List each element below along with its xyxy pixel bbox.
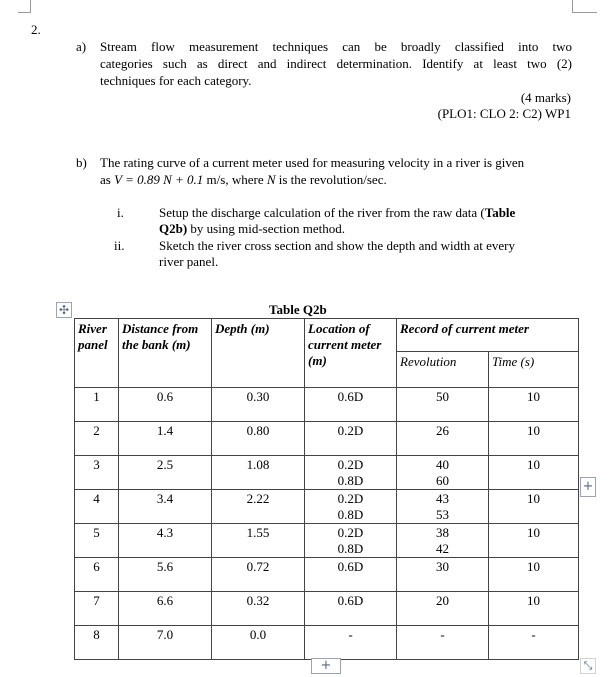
cell-location [305, 456, 397, 490]
cell-depth: 0.32 [212, 592, 305, 626]
cell-location [305, 558, 397, 592]
part-a-marks: (4 marks) [520, 90, 571, 105]
part-a-outcome: (PLO1: CLO 2: C2) WP1 [437, 106, 571, 121]
cell-panel: 6 [75, 558, 119, 592]
table-header-row [75, 319, 579, 352]
cell-location [305, 490, 397, 524]
cell-revolution [397, 592, 489, 626]
header-depth: Depth (m) [212, 319, 305, 388]
table-row [75, 490, 579, 524]
cell-location [305, 626, 397, 660]
subitem-ii-line-1: Sketch the river cross section and show the depth and width at every [159, 238, 515, 253]
location-value: 0.8D [337, 507, 364, 522]
subitem-i-line-1 [159, 205, 515, 221]
cell-distance: 7.0 [119, 626, 212, 660]
table-row [75, 626, 579, 660]
part-b-label: b) [76, 155, 87, 170]
cell-depth: 0.80 [212, 422, 305, 456]
header-river-panel: River panel [75, 319, 119, 388]
location-value: 0.8D [337, 541, 364, 556]
header-distance: Distance from the bank (m) [119, 319, 212, 388]
cell-revolution [397, 558, 489, 592]
revolution-value: 30 [436, 559, 449, 574]
subitem-i-text-2: by using mid-section method. [187, 221, 345, 236]
subitem-ii-line-2: river panel. [159, 254, 219, 269]
cell-depth: 1.08 [212, 456, 305, 490]
add-row-plus-icon[interactable]: + [311, 658, 341, 674]
cell-time: 10 [489, 592, 579, 626]
cell-time: 10 [489, 490, 579, 524]
revolution-value: - [440, 627, 445, 642]
table-row [75, 388, 579, 422]
location-value: 0.2D [337, 491, 364, 506]
location-value: 0.2D [337, 525, 364, 540]
location-value: 0.2D [337, 457, 364, 472]
header-revolution: Revolution [397, 352, 489, 388]
cell-time: 10 [489, 524, 579, 558]
revolution-value: 42 [436, 541, 449, 556]
revolution-value: 20 [436, 593, 449, 608]
cell-distance: 3.4 [119, 490, 212, 524]
subitem-i-number: i. [117, 205, 124, 220]
cell-depth: 0.30 [212, 388, 305, 422]
table-row [75, 558, 579, 592]
cell-depth: 0.72 [212, 558, 305, 592]
equation-mid: = 0.89 [121, 172, 164, 187]
cell-revolution [397, 524, 489, 558]
revolution-value: 50 [436, 389, 449, 404]
table-row [75, 524, 579, 558]
revolution-value: 38 [436, 525, 449, 540]
table-caption: Table Q2b [269, 302, 327, 317]
table-row [75, 456, 579, 490]
cell-panel: 5 [75, 524, 119, 558]
location-value: 0.6D [337, 389, 364, 404]
table-row [75, 592, 579, 626]
cell-distance: 0.6 [119, 388, 212, 422]
subitem-i-bold-2: Q2b) [159, 221, 188, 236]
part-a-line-2: categories such as direct and indirect determination. Identify at least two (2) [100, 56, 572, 71]
revolution-value: 43 [436, 491, 449, 506]
cell-panel: 3 [75, 456, 119, 490]
location-value: 0.6D [337, 559, 364, 574]
revolution-value: 60 [436, 473, 449, 488]
crop-mark-top-right [572, 0, 597, 13]
part-a-label: a) [76, 39, 87, 54]
subitem-i-text: Setup the discharge calculation of the river from the raw data ( [159, 205, 485, 220]
revolution-value: 53 [436, 507, 449, 522]
part-b-line-2-post: m/s, where [203, 172, 267, 187]
cell-distance: 5.6 [119, 558, 212, 592]
data-table [74, 318, 579, 660]
revolution-value: 40 [436, 457, 449, 472]
cell-revolution [397, 490, 489, 524]
cell-distance: 1.4 [119, 422, 212, 456]
cell-distance: 4.3 [119, 524, 212, 558]
cell-location [305, 422, 397, 456]
revolution-var-n: N [266, 172, 276, 187]
cell-time: - [489, 626, 579, 660]
cell-depth: 1.55 [212, 524, 305, 558]
cell-panel: 8 [75, 626, 119, 660]
equation-tail: + 0.1 [171, 172, 204, 187]
location-value: 0.6D [337, 593, 364, 608]
part-b-line-2-end: is the revolution/sec. [275, 172, 387, 187]
cell-panel: 4 [75, 490, 119, 524]
equation-var-n: N [163, 172, 172, 187]
cell-location [305, 592, 397, 626]
location-value: 0.2D [337, 423, 364, 438]
part-b-line-2 [100, 172, 387, 188]
location-value: 0.8D [337, 473, 364, 488]
cell-revolution [397, 456, 489, 490]
revolution-value: 26 [436, 423, 449, 438]
cell-time: 10 [489, 422, 579, 456]
cell-distance: 6.6 [119, 592, 212, 626]
crop-mark-top-left [18, 0, 31, 13]
cell-time: 10 [489, 388, 579, 422]
location-value: - [348, 627, 353, 642]
subitem-ii-number: ii. [114, 238, 125, 253]
cell-time: 10 [489, 456, 579, 490]
table-resize-handle-icon[interactable]: ⤡ [580, 658, 596, 674]
cell-depth: 2.22 [212, 490, 305, 524]
part-b-line-1: The rating curve of a current meter used for measuring velocity in a river is given [100, 155, 525, 170]
part-a-line-1: Stream flow measurement techniques can be broadly classified into two [100, 39, 572, 54]
cell-panel: 2 [75, 422, 119, 456]
table-row [75, 422, 579, 456]
header-record: Record of current meter [397, 319, 579, 352]
cell-revolution [397, 626, 489, 660]
question-number: 2. [31, 22, 41, 37]
table-move-handle-icon[interactable]: ✣ [56, 302, 72, 318]
add-column-plus-icon[interactable]: + [580, 477, 596, 497]
cell-location [305, 524, 397, 558]
subitem-i-line-2 [159, 221, 345, 237]
subitem-i-bold-1: Table [484, 205, 516, 220]
cell-location [305, 388, 397, 422]
cell-panel: 7 [75, 592, 119, 626]
header-location: Location of current meter (m) [305, 319, 397, 388]
equation-var-v: V [114, 172, 122, 187]
cell-depth: 0.0 [212, 626, 305, 660]
cell-revolution [397, 422, 489, 456]
header-time: Time (s) [489, 352, 579, 388]
cell-panel: 1 [75, 388, 119, 422]
cell-distance: 2.5 [119, 456, 212, 490]
cell-revolution [397, 388, 489, 422]
part-a-line-3: techniques for each category. [100, 73, 252, 88]
cell-time: 10 [489, 558, 579, 592]
part-b-line-2-pre: as [100, 172, 115, 187]
